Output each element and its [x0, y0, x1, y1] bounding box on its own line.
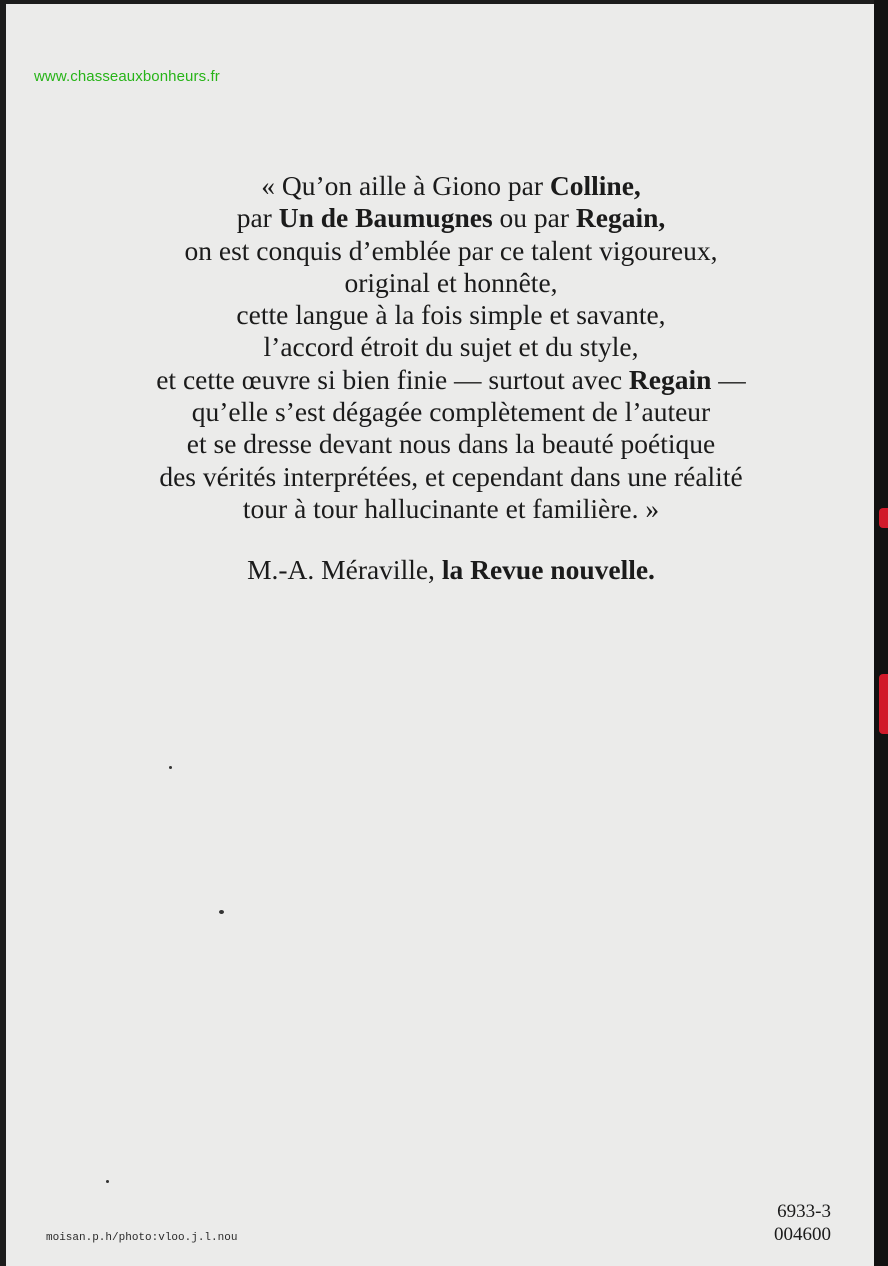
quote-title-ref: Regain, — [575, 202, 666, 234]
quote-line — [46, 428, 856, 460]
page-edge — [874, 0, 888, 1266]
quote-line — [46, 267, 856, 299]
quote-text: des vérités interprétées, et cependant dans une réalité — [159, 460, 743, 492]
quote-line — [46, 331, 856, 363]
quote-text: cette langue à la fois simple et savante, — [236, 299, 666, 331]
catalog-code-2: 004600 — [774, 1224, 831, 1245]
catalog-codes — [741, 1200, 831, 1246]
catalog-code-1: 6933-3 — [777, 1201, 831, 1222]
quote-text: original et honnête, — [344, 266, 558, 298]
watermark-url: www.chasseauxbonheurs.fr — [34, 68, 220, 85]
quote-title-ref: Regain — [628, 363, 712, 395]
quote-text: l’accord étroit du sujet et du style, — [263, 331, 639, 363]
edge-red-mark — [879, 674, 888, 734]
quote-text: on est conquis d’emblée par ce talent vigoureux, — [184, 234, 718, 266]
attribution-source: la Revue nouvelle. — [441, 554, 655, 585]
quote-text: — — [711, 363, 746, 395]
print-speck — [169, 766, 172, 769]
quote-text: ou par — [492, 202, 576, 234]
quote-line — [46, 170, 856, 202]
photo-credit: moisan.p.h/photo:vloo.j.l.nou — [46, 1232, 238, 1244]
quote-line — [46, 364, 856, 396]
print-speck — [219, 910, 224, 914]
quote-line — [46, 396, 856, 428]
print-speck — [106, 1180, 109, 1183]
quote-text: « Qu’on aille à Giono par — [261, 170, 550, 201]
attribution-author: M.-A. Méraville, — [247, 554, 442, 585]
attribution — [46, 554, 856, 586]
quote-title-ref: Un de Baumugnes — [278, 202, 493, 234]
quote-line — [46, 235, 856, 267]
back-cover — [6, 4, 877, 1266]
quote-block — [46, 170, 856, 525]
quote-text: tour à tour hallucinante et familière. » — [242, 492, 660, 524]
quote-text: et se dresse devant nous dans la beauté poétique — [186, 428, 716, 460]
quote-text: qu’elle s’est dégagée complètement de l’auteur — [191, 396, 711, 428]
quote-line — [46, 493, 856, 525]
quote-text: et cette œuvre si bien finie — surtout avec — [156, 363, 629, 395]
quote-text: par — [236, 202, 279, 234]
quote-title-ref: Colline, — [549, 170, 641, 201]
quote-line — [46, 202, 856, 234]
edge-red-mark — [879, 508, 888, 528]
quote-line — [46, 461, 856, 493]
quote-line — [46, 299, 856, 331]
